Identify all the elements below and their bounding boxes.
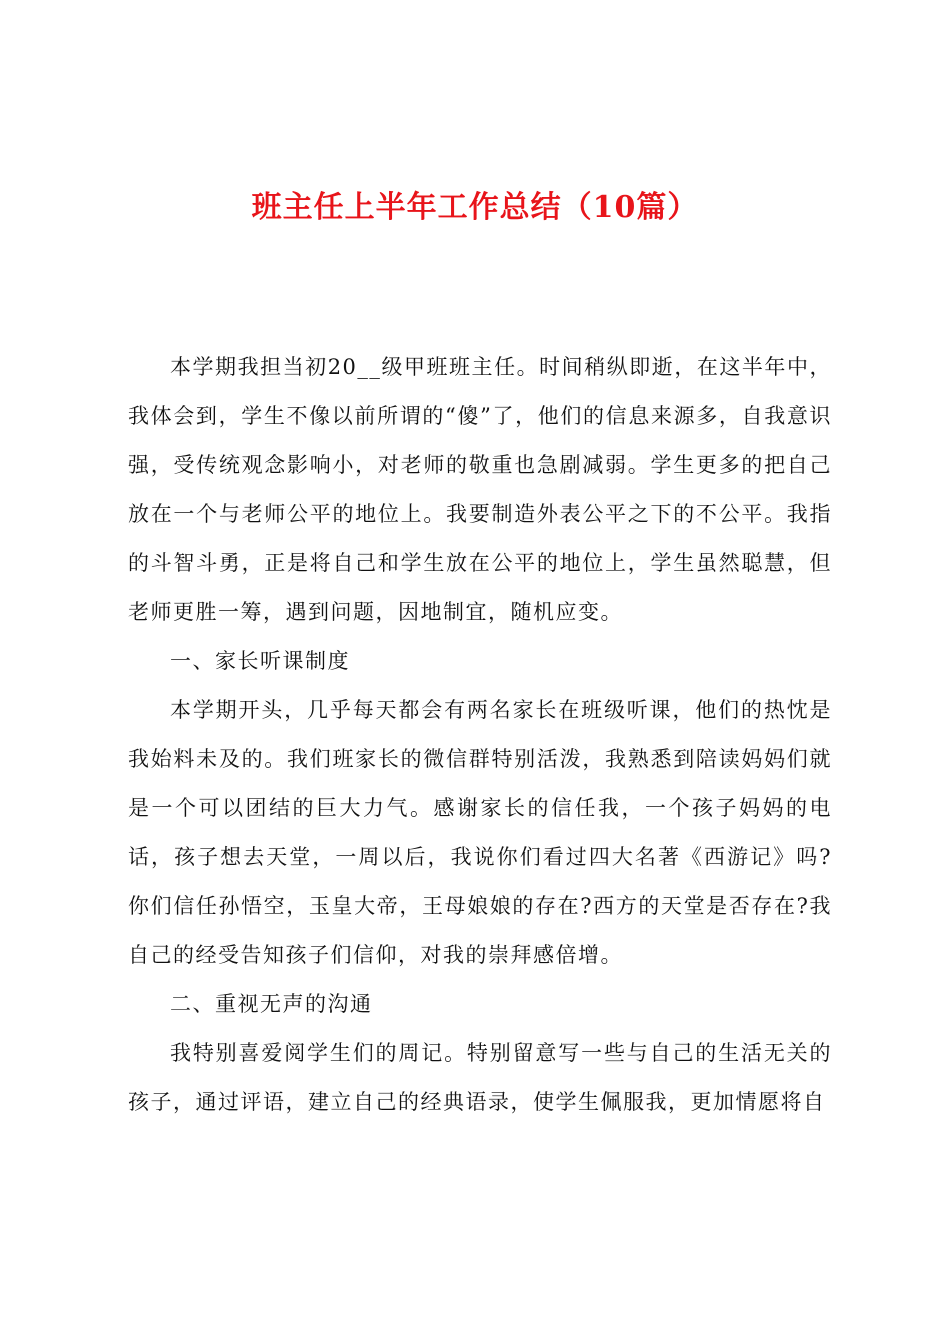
- document-body: [128, 343, 832, 1127]
- paragraph-silent-communication: 我特别喜爱阅学生们的周记。特别留意写一些与自己的生活无关的孩子，通过评语，建立自己的经典语录，使学生佩服我，更加情愿将自: [128, 1041, 832, 1114]
- section-heading-silent-communication: 二、重视无声的沟通: [170, 992, 373, 1016]
- section-heading-parent-lessons: 一、家长听课制度: [170, 649, 350, 673]
- document-title: 班主任上半年工作总结（10篇）: [251, 190, 699, 225]
- paragraph-intro: 本学期我担当初20__级甲班班主任。时间稍纵即逝，在这半年中，我体会到，学生不像以前所谓的“傻”了，他们的信息来源多，自我意识强，受传统观念影响小，对老师的敬重也急剧减弱。学生更多的把自己放在一个与老师公平的地位上。我要制造外表公平之下的不公平。我指的斗智斗勇，正是将自己和学生放在公平的地位上，学生虽然聪慧，但老师更胜一筹，遇到问题，因地制宜，随机应变。: [128, 355, 832, 624]
- paragraph-parent-lessons: 本学期开头，几乎每天都会有两名家长在班级听课，他们的热忱是我始料未及的。我们班家长的微信群特别活泼，我熟悉到陪读妈妈们就是一个可以团结的巨大力气。感谢家长的信任我，一个孩子妈妈的电话，孩子想去天堂，一周以后，我说你们看过四大名著《西游记》吗?你们信任孙悟空，玉皇大帝，王母娘娘的存在?西方的天堂是否存在?我自己的经受告知孩子们信仰，对我的崇拜感倍增。: [128, 698, 832, 967]
